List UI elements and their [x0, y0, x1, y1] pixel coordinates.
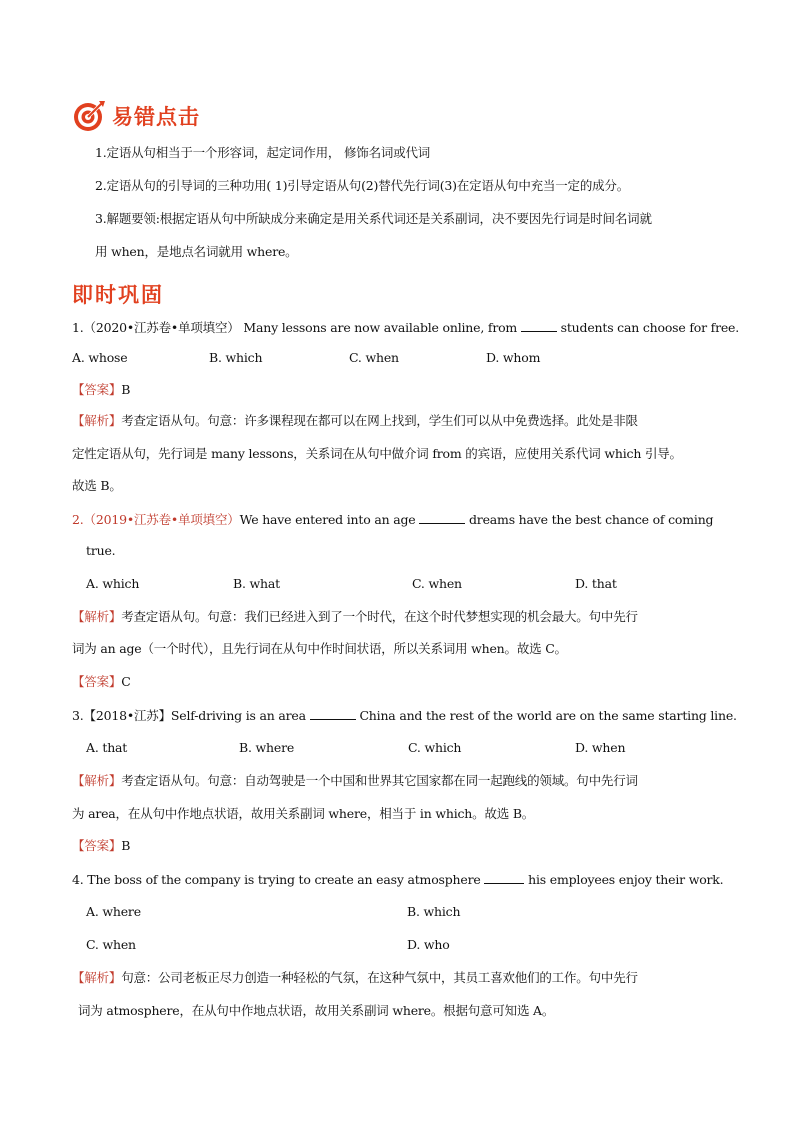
question-1-analysis-line-2: 定性定语从句，先行词是 many lessons，关系词在从句中做介词 from 的宾语，应使用关系代词 which 引导。 — [72, 446, 682, 461]
question-1-option-b: B. which — [209, 350, 263, 365]
question-3-stem: 3.【2018•江苏】Self-driving is an area China and the rest of the world are on the same starting line. — [72, 708, 737, 723]
question-3-analysis-line-1: 【解析】考查定语从句。句意：自动驾驶是一个中国和世界其它国家都在同一起跑线的领域。句中先行词 — [72, 773, 638, 788]
question-4-option-c: C. when — [86, 937, 136, 952]
question-3-option-b: B. where — [239, 740, 295, 755]
question-2-analysis-line-2: 词为 an age（一个时代），且先行词在从句中作时间状语，所以关系词用 when。故选 C。 — [72, 641, 567, 656]
question-3-option-c: C. which — [408, 740, 462, 755]
question-1-stem: 1.（2020•江苏卷•单项填空） Many lessons are now available online, from students can choose for free. — [72, 320, 740, 335]
question-1-option-a: A. whose — [72, 350, 128, 365]
question-4-analysis-line-2: 词为 atmosphere，在从句中作地点状语，故用关系副词 where。根据句意可知选 A。 — [78, 1003, 555, 1018]
section-title-mistakes: 易错点击 — [112, 105, 200, 129]
question-2-analysis-line-1: 【解析】考查定语从句。句意：我们已经进入到了一个时代，在这个时代梦想实现的机会最大。句中先行 — [72, 609, 638, 624]
answer-blank — [419, 513, 465, 524]
question-1-option-d: D. whom — [486, 350, 541, 365]
answer-blank — [484, 873, 524, 884]
question-1-answer: 【答案】B — [72, 382, 131, 397]
question-2-source: 2.（2019•江苏卷•单项填空） — [72, 512, 240, 527]
section-header-mistakes — [72, 100, 200, 132]
question-2-option-b: B. what — [233, 576, 280, 591]
question-3-answer: 【答案】B — [72, 838, 131, 853]
question-1-source: 1.（2020•江苏卷•单项填空） — [72, 320, 240, 335]
point-4: 用 when，是地点名词就用 where。 — [95, 244, 298, 259]
question-4-analysis-line-1: 【解析】句意：公司老板正尽力创造一种轻松的气氛，在这种气氛中，其员工喜欢他们的工作。句中先行 — [72, 970, 638, 985]
question-3-source: 3.【2018•江苏】 — [72, 708, 171, 723]
question-2-stem: 2.（2019•江苏卷•单项填空）We have entered into an age dreams have the best chance of coming — [72, 512, 714, 527]
question-4-option-d: D. who — [407, 937, 450, 952]
question-2-option-a: A. which — [86, 576, 140, 591]
question-2-stem-cont: true. — [86, 543, 116, 558]
answer-blank — [310, 709, 356, 720]
question-4-option-a: A. where — [86, 904, 141, 919]
point-3: 3.解题要领:根据定语从句中所缺成分来确定是用关系代词还是关系副词，决不要因先行词是时间名词就 — [95, 211, 652, 226]
question-3-option-d: D. when — [575, 740, 626, 755]
answer-blank — [521, 321, 557, 332]
question-1-analysis-line-1: 【解析】考查定语从句。句意：许多课程现在都可以在网上找到，学生们可以从中免费选择。此处是非限 — [72, 413, 638, 428]
question-2-option-c: C. when — [412, 576, 462, 591]
question-1-option-c: C. when — [349, 350, 399, 365]
question-4-stem: 4. The boss of the company is trying to create an easy atmosphere his employees enjoy their work. — [72, 872, 724, 887]
section-title-practice: 即时巩固 — [72, 283, 164, 307]
question-1-analysis-line-3: 故选 B。 — [72, 478, 122, 493]
question-4-option-b: B. which — [407, 904, 461, 919]
question-3-analysis-line-2: 为 area，在从句中作地点状语，故用关系副词 where，相当于 in which。故选 B。 — [72, 806, 535, 821]
target-icon — [72, 99, 106, 133]
question-2-option-d: D. that — [575, 576, 617, 591]
question-2-answer: 【答案】C — [72, 674, 131, 689]
point-1: 1.定语从句相当于一个形容词，起定词作用， 修饰名词或代词 — [95, 145, 431, 160]
question-3-option-a: A. that — [86, 740, 128, 755]
point-2: 2.定语从句的引导词的三种功用( 1)引导定语从句(2)替代先行词(3)在定语从句中充当一定的成分。 — [95, 178, 630, 193]
